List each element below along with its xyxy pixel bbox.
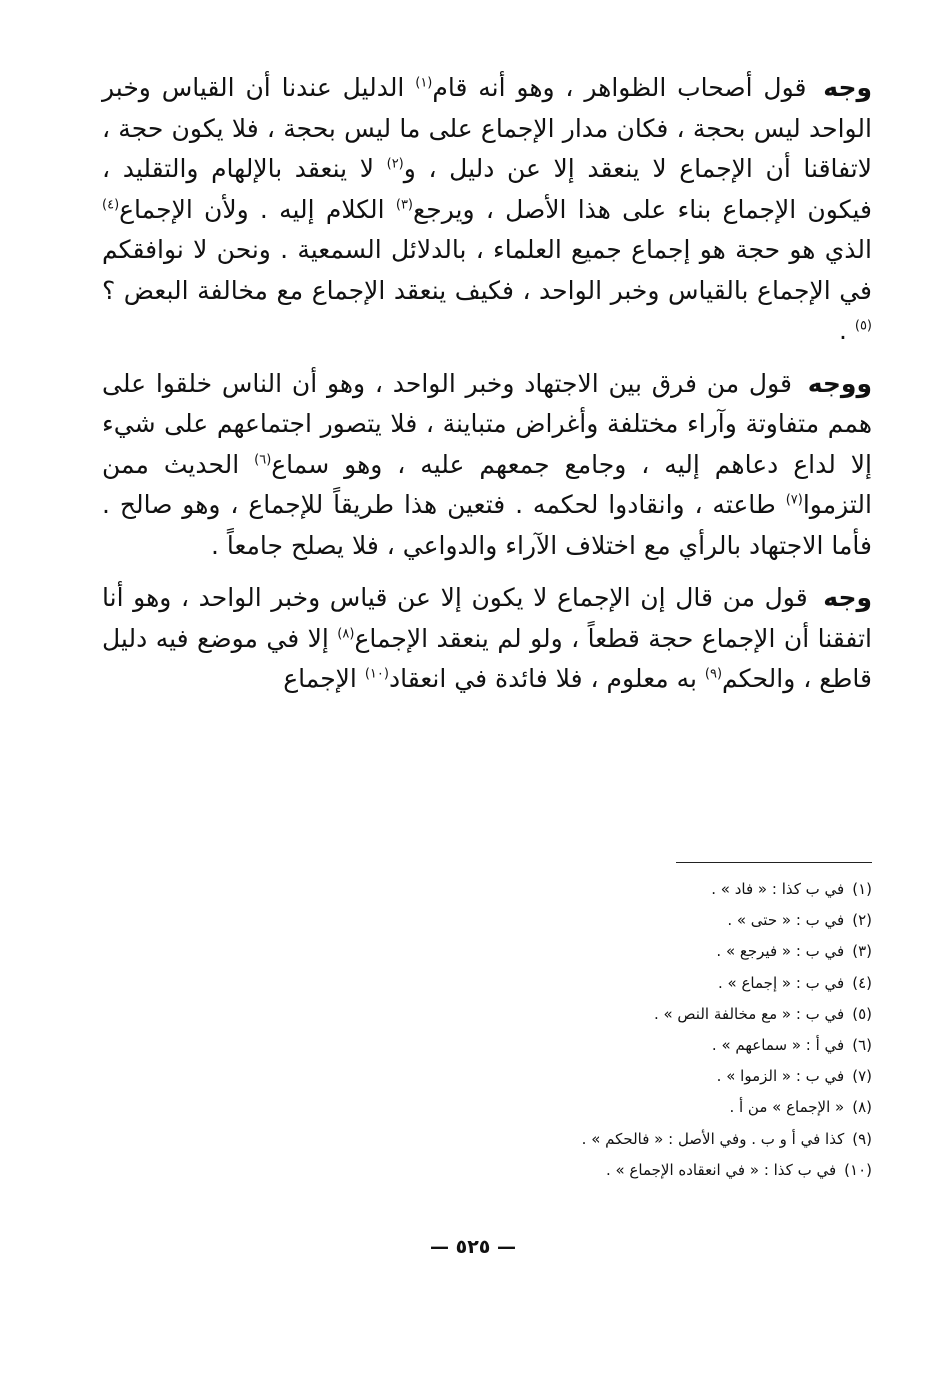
footnotes [380, 874, 872, 1186]
text-run: طاعته ، وانقادوا لحكمه . فتعين هذا طريقاً للإجماع ، وهو صالح . فأما الاجتهاد بالرأي مع اختلاف الآراء والدواعي ، فلا يصلح جامعاً . [102, 490, 872, 560]
footnote-reference: (٣) [395, 197, 413, 213]
lead-word: ووجه [807, 368, 872, 398]
text-run: قول من فرق بين الاجتهاد وخبر الواحد ، وهو أن الناس خلقوا على همم متفاوتة وآراء مختلفة وأغراض متباينة ، فلا يتصور اجتماعهم على شيء إلا لداع دعاهم إليه ، وجامع جمعهم عليه ، وهو سماع [102, 368, 872, 479]
footnote [380, 874, 872, 905]
footnote-reference: (٥) [854, 318, 872, 334]
footnote-number: (٨) [852, 1098, 872, 1117]
footnote-number: (٢) [852, 911, 872, 930]
footnote-reference: (٩) [704, 666, 723, 682]
footnote [380, 1155, 872, 1186]
footnote-text: في ب : « الزموا » . [716, 1067, 845, 1086]
footnote-reference: (١) [415, 75, 433, 91]
footnote-text: « الإجماع » من أ . [729, 1098, 845, 1117]
footnote [380, 999, 872, 1030]
text-run: الإجماع [283, 664, 365, 693]
footnote-reference: (٦) [254, 452, 272, 468]
footnote-number: (١) [852, 880, 872, 898]
footnote-text: في ب : « إجماع » . [718, 973, 845, 992]
footnote [380, 905, 872, 936]
footnote-text: في ب : « فيرجع » . [716, 942, 845, 961]
main-text [102, 68, 872, 712]
text-run: قول من قال إن الإجماع لا يكون إلا عن قياس وخبر الواحد ، وهو أنا اتفقنا أن الإجماع حجة قطعاً ، ولو لم ينعقد الإجماع [102, 583, 872, 653]
footnote-reference: (٨) [337, 626, 355, 642]
footnote-number: (٣) [852, 942, 872, 961]
footnote-reference: (٢) [386, 156, 404, 172]
page-number: — ٥٢٥ — [429, 1236, 517, 1258]
text-run: الحديث ممن التزموا [102, 449, 872, 519]
footnote-text: كذا في أ و ب . وفي الأصل : « فالحكم » . [581, 1129, 845, 1148]
footnote [380, 968, 872, 999]
footnote-reference: (١٠) [364, 666, 389, 682]
footnote [380, 1092, 872, 1123]
footnote [380, 936, 872, 967]
footnote-text: في ب كذا : « في انعقاده الإجماع » . [605, 1160, 837, 1179]
text-run: الذي هو حجة هو إجماع جميع العلماء ، بالدلائل السمعية . ونحن لا نوافقكم في الإجماع بالقياس وخبر الواحد ، فكيف ينعقد الإجماع مع مخالفة البعض ؟ [102, 235, 872, 305]
footnote-text: في ب كذا : « فاد » . [711, 880, 845, 898]
footnote [380, 1061, 872, 1092]
footnote-number: (٩) [852, 1129, 872, 1148]
footnote [380, 1124, 872, 1155]
footnote-number: (٥) [852, 1004, 872, 1023]
text-run: إلا في موضع فيه دليل قاطع ، والحكم [102, 623, 872, 693]
footnote-number: (٧) [852, 1067, 872, 1086]
paragraph [102, 68, 872, 352]
footnote-number: (٦) [852, 1036, 872, 1055]
text-run: به معلوم ، فلا فائدة في انعقاد [388, 664, 705, 693]
footnote [380, 1030, 872, 1061]
footnote-number: (١٠) [844, 1160, 872, 1179]
footnote-number: (٤) [852, 973, 872, 992]
paragraph [102, 578, 872, 700]
text-run: قول أصحاب الظواهر ، وهو أنه قام [432, 73, 818, 102]
paragraph [102, 364, 872, 567]
footnote-text: في ب : « مع مخالفة النص » . [653, 1004, 845, 1023]
footnote-text: في أ : « سماعهم » . [711, 1036, 845, 1055]
footnote-text: في ب : « حتى » . [727, 911, 845, 930]
text-run: . [838, 316, 855, 345]
footnote-reference: (٧) [785, 492, 803, 508]
lead-word: وجه [823, 583, 872, 612]
footnote-separator [676, 862, 872, 863]
footnote-reference: (٤) [102, 197, 120, 213]
text-run: الدليل عندنا أن القياس وخبر الواحد ليس بحجة ، فكان مدار الإجماع على ما ليس بحجة ، فلا يكون حجة ، لاتفاقنا أن الإجماع لا ينعقد إلا عن دليل ، و [102, 73, 872, 183]
text-run: الكلام إليه . ولأن الإجماع [119, 194, 396, 224]
text-run: لا ينعقد بالإلهام والتقليد ، فيكون الإجماع بناء على هذا الأصل ، ويرجع [102, 154, 873, 224]
lead-word: وجه [823, 73, 873, 102]
